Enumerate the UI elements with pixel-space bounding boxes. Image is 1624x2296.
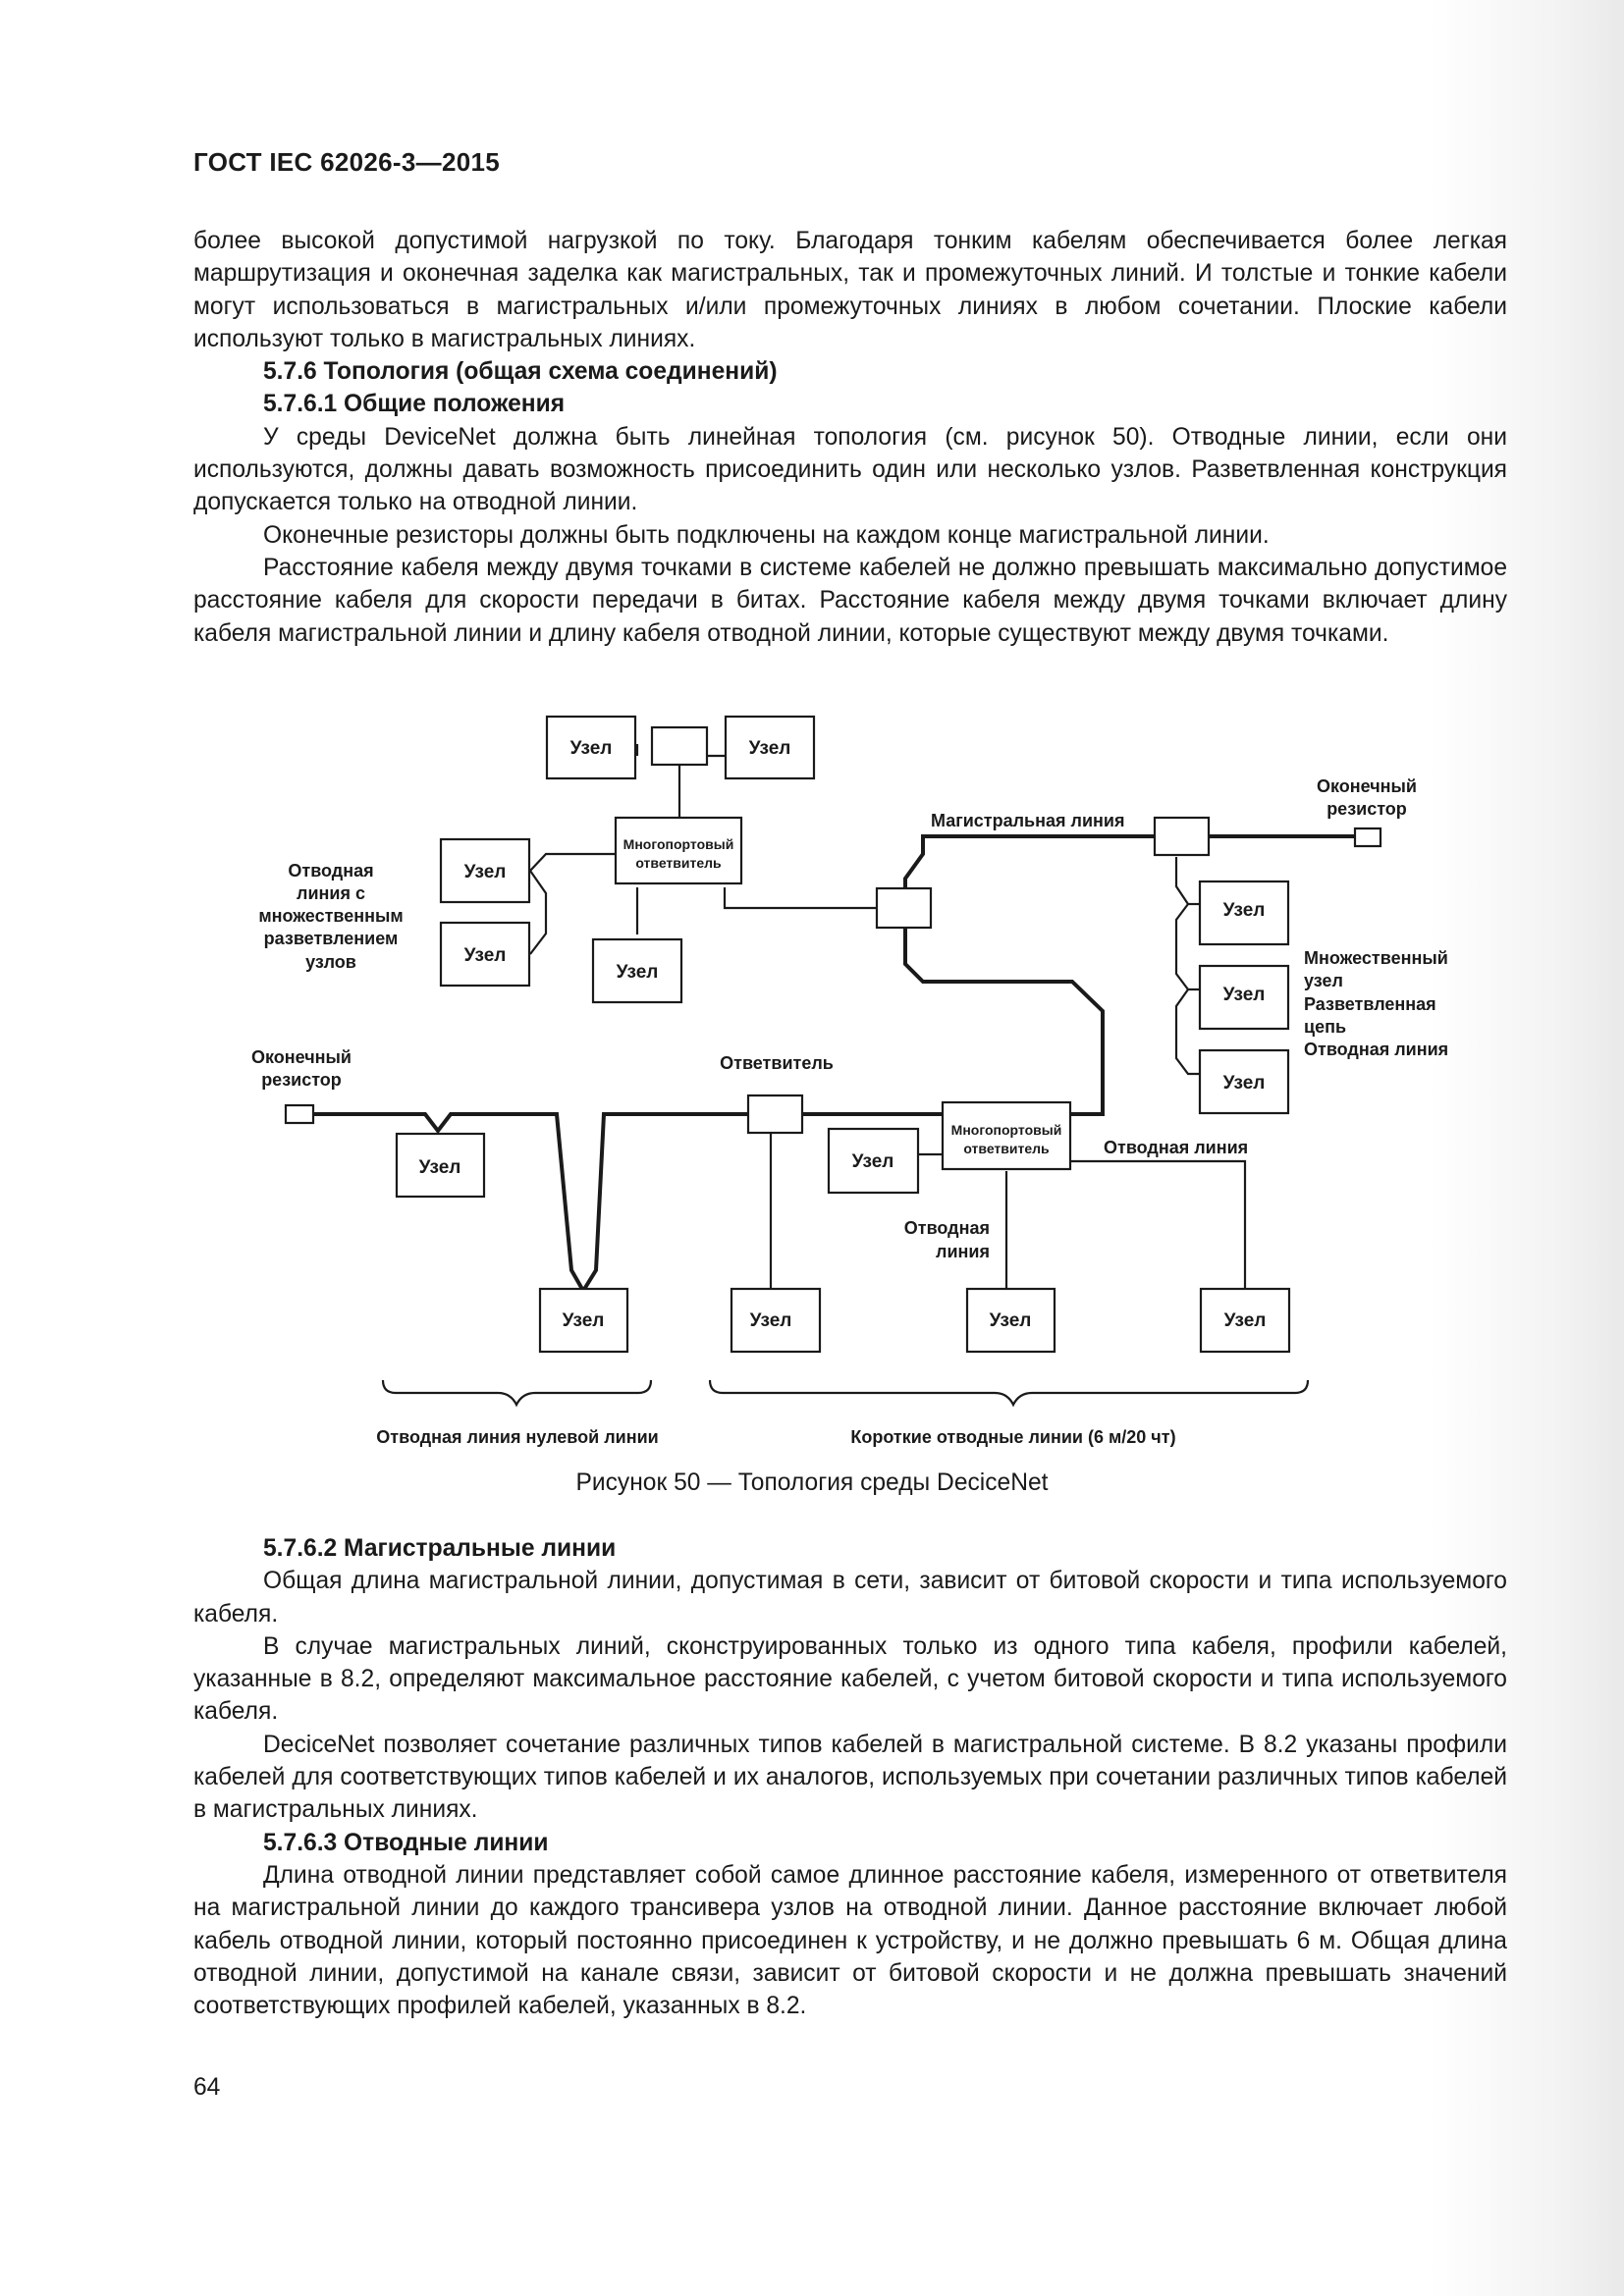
paragraph-trunk-length: Общая длина магистральной линии, допустимая в сети, зависит от битовой скорости и типа используемого кабеля. (193, 1568, 1507, 1628)
daisy-chain-label: узел (1304, 971, 1343, 990)
zero-drop-label: Отводная линия нулевой линии (376, 1427, 659, 1447)
branch-drop-label: разветвлением (263, 929, 399, 948)
daisy-chain-label: Разветвленная (1304, 994, 1436, 1014)
node-label: Узел (1222, 985, 1266, 1005)
node-boxes (397, 717, 1289, 1352)
node-label: Узел (562, 1310, 605, 1331)
paragraph-drop-length: Длина отводной линии представляет собой самое длинное расстояние кабеля, измеренного от ответвителя на магистральной линии до каждого трансивера узлов на отводной линии. Данное расстояние включает любой кабель отводной линии, который постоянно присоединен к устройству, и не должно превышать 6 м. Общая длина отводной линии, допустимой на канале связи, зависит от битовой скорости и не должна превышать значений соответствующих профилей кабелей, указанных в 8.2. (193, 1861, 1507, 2020)
multiport-tap-label: Многопортовый (950, 1122, 1062, 1138)
brace-short-drops (710, 1380, 1308, 1405)
multiport-tap-label: ответвитель (963, 1141, 1050, 1156)
node-label: Узел (616, 962, 659, 983)
text-block-lower (193, 1532, 1507, 2022)
section-heading-5-7-6-2: 5.7.6.2 Магистральные линии (263, 1535, 617, 1562)
daisy-chain-label: Отводная линия (1304, 1040, 1449, 1059)
terminator-resistor-right (1355, 828, 1380, 846)
paragraph-terminators: Оконечные резисторы должны быть подключены на каждом конце магистральной линии. (263, 521, 1270, 549)
brace-marks (383, 1380, 1308, 1405)
node-label: Узел (569, 738, 613, 759)
multiport-tap-label: ответвитель (635, 855, 722, 871)
node-label: Узел (749, 1310, 792, 1331)
terminator-label-left: резистор (261, 1070, 342, 1090)
section-heading-5-7-6: 5.7.6 Топология (общая схема соединений) (263, 358, 778, 386)
tap-trunk-middle (877, 888, 931, 928)
node-label: Узел (851, 1151, 894, 1172)
document-header: ГОСТ IEC 62026-3—2015 (193, 147, 500, 177)
node-label: Узел (748, 738, 791, 759)
node-label: Узел (1222, 1073, 1266, 1094)
intro-paragraph: более высокой допустимой нагрузкой по току. Благодаря тонким кабелям обеспечивается более легкая маршрутизация и оконечная заделка как магистральных, так и промежуточных линий. И толстые и тонкие кабели могут использоваться в магистральных и/или промежуточных линиях в любом сочетании. Плоские кабели используют только в магистральных линиях. (193, 228, 1507, 352)
node-label: Узел (989, 1310, 1032, 1331)
drop-line-label-split: Отводная (903, 1218, 990, 1238)
text-block-upper (193, 225, 1507, 650)
page-number: 64 (193, 2074, 221, 2101)
tap-lower (748, 1095, 802, 1133)
terminator-label-left: Оконечный (251, 1047, 352, 1067)
daisy-chain-label: цепь (1304, 1017, 1347, 1037)
terminator-label-right: резистор (1326, 799, 1407, 819)
node-label: Узел (463, 945, 507, 966)
multiport-tap-label: Многопортовый (623, 836, 734, 852)
branch-drop-label: Отводная (288, 861, 374, 881)
trunk-line-label: Магистральная линия (931, 811, 1125, 830)
node-label: Узел (1222, 900, 1266, 921)
drop-line-label: Отводная линия (1104, 1138, 1249, 1157)
terminator-label-right: Оконечный (1317, 776, 1417, 796)
paragraph-cable-distance: Расстояние кабеля между двумя точками в системе кабелей не должно превышать максимально допустимое расстояние кабеля для скорости передачи в битах. Расстояние кабеля между двумя точками включает длину кабеля магистральной линии и длину кабеля отводной линии, которые существуют между двумя точками. (193, 554, 1507, 647)
topology-figure (177, 687, 1571, 1522)
topology-diagram (177, 687, 1571, 1472)
section-heading-5-7-6-1: 5.7.6.1 Общие положения (263, 391, 566, 418)
drop-line-label-split: линия (936, 1242, 990, 1261)
branch-drop-label: узлов (305, 952, 356, 972)
branch-drop-label: множественным (258, 906, 404, 926)
paragraph-topology: У среды DeviceNet должна быть линейная топология (см. рисунок 50). Отводные линии, если они используются, должны давать возможность присоединить один или несколько узлов. Разветвленная конструкция допускается только на отводной линии. (193, 423, 1507, 516)
paragraph-mixed-cables: DeciceNet позволяет сочетание различных типов кабелей в магистральной системе. В 8.2 указаны профили кабелей для соответствующих типов кабелей и их аналогов, используемых при сочетании различных типов кабелей в магистральных линиях. (193, 1731, 1507, 1824)
daisy-chain-label: Множественный (1304, 948, 1448, 968)
node-label: Узел (1223, 1310, 1267, 1331)
figure-caption: Рисунок 50 — Топология среды DeciceNet (575, 1469, 1049, 1496)
branch-drop-label: линия с (297, 883, 365, 903)
tap-label: Ответвитель (720, 1053, 834, 1073)
short-drops-label: Короткие отводные линии (6 м/20 чт) (850, 1427, 1176, 1447)
section-heading-5-7-6-3: 5.7.6.3 Отводные линии (263, 1829, 549, 1856)
tap-top (652, 727, 707, 765)
node-label: Узел (463, 862, 507, 882)
paragraph-single-cable: В случае магистральных линий, сконструированных только из одного типа кабеля, профили кабелей, указанные в 8.2, определяют максимальное расстояние кабелей, с учетом битовой скорости и типа используемого кабеля. (193, 1632, 1507, 1726)
brace-zero-drop (383, 1380, 651, 1405)
terminator-resistor-left (286, 1105, 313, 1123)
node-label: Узел (418, 1157, 461, 1178)
tap-trunk-right (1155, 818, 1209, 855)
